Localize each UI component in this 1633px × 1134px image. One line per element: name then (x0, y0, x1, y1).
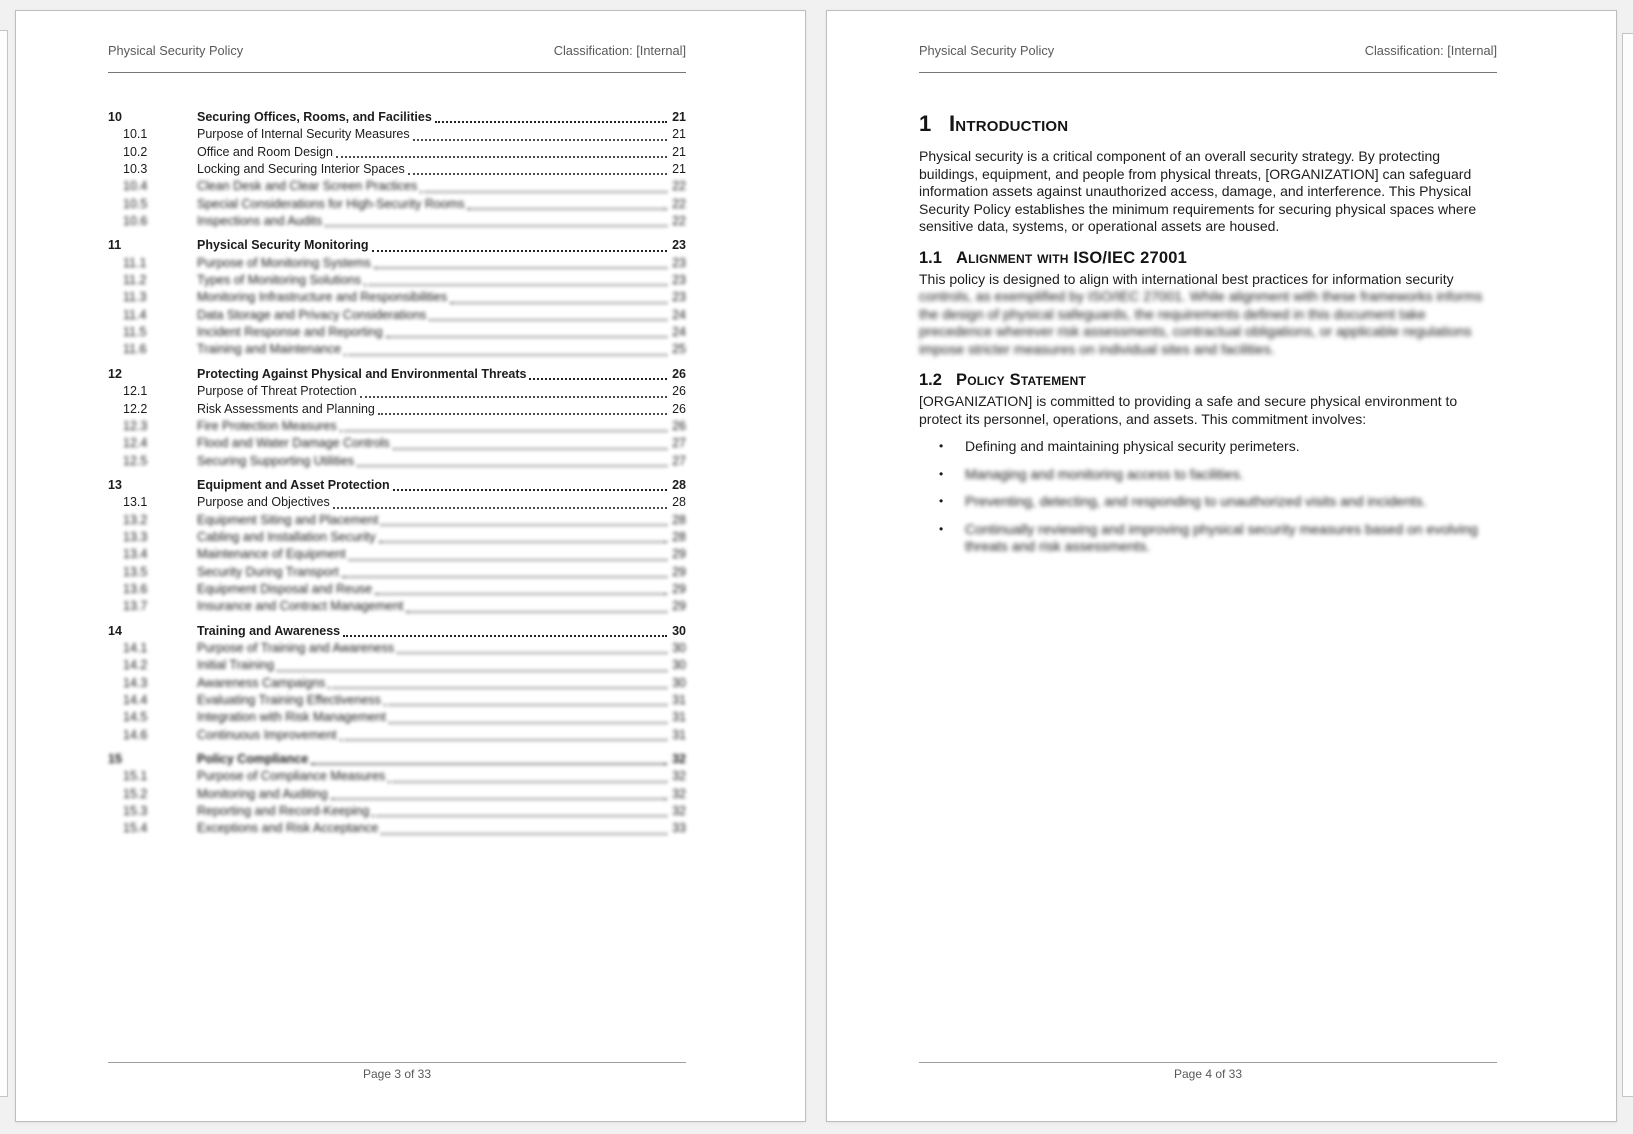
toc-entry-title: Inspections and Audits (197, 214, 323, 229)
toc-page-number: 27 (672, 436, 686, 451)
toc-section-number: 13.3 (123, 529, 148, 544)
toc-entry-title: Fire Protection Measures (197, 418, 337, 433)
toc-dotted-leader (364, 284, 667, 286)
toc-section-number: 15.2 (123, 786, 148, 801)
toc-entry-title: Awareness Campaigns (197, 675, 326, 690)
heading-1.1 (919, 249, 1497, 268)
toc-row[interactable] (108, 751, 686, 768)
toc-row[interactable] (108, 401, 686, 418)
toc-section-number: 14.5 (123, 710, 148, 725)
toc-entry-title: Purpose of Internal Security Measures (197, 127, 410, 142)
toc-row[interactable] (108, 640, 686, 657)
toc-row[interactable] (108, 196, 686, 213)
redacted-text: controls, as exemplified by ISO/IEC 27001. While alignment with these frameworks informs the design of physical safeguards, the requirements defined in this document take precedence wherever risk assessments, contractual obligations, or applicable regulations impose stricter measures on individual sites and facilities. (919, 288, 1483, 357)
toc-row[interactable] (108, 512, 686, 529)
toc-entry-title: Initial Training (197, 658, 275, 673)
header-classification: Classification: [Internal] (1364, 43, 1497, 58)
toc-dotted-leader (343, 635, 667, 637)
adjacent-page-left-edge (0, 30, 8, 1097)
toc-page-number: 26 (672, 366, 686, 381)
bullet-icon: • (939, 466, 944, 481)
toc-row[interactable] (108, 144, 686, 161)
text-runs (919, 148, 1476, 234)
toc-section-number: 14.2 (123, 658, 148, 673)
footer-divider (108, 1062, 686, 1063)
toc-row[interactable] (108, 529, 686, 546)
toc-row[interactable] (108, 581, 686, 598)
toc-page-number: 33 (672, 821, 686, 836)
toc-entry-title: Training and Maintenance (197, 342, 342, 357)
toc-section-number: 15.4 (123, 821, 148, 836)
toc-page-number: 32 (672, 769, 686, 784)
heading-text: Policy Statement (956, 371, 1087, 389)
text-run: Physical security is a critical component of an overall security strategy. By protecting buildings, equipment, and people from physical threats, [ORGANIZATION] can safeguard information assets against unauthorized access, damage, and interference. This Physical Security Policy establishes the minimum requirements for securing physical spaces where sensitive data, systems, or operational assets are housed. (919, 148, 1477, 234)
toc-row[interactable] (108, 366, 686, 383)
toc-dotted-leader (393, 448, 667, 450)
toc-entry-title: Policy Compliance (197, 752, 309, 767)
toc-page-number: 21 (672, 144, 686, 159)
toc-row[interactable] (108, 307, 686, 324)
redacted-text: Managing and monitoring access to facilities. (965, 465, 1244, 482)
toc-section-number: 11.1 (123, 255, 147, 270)
toc-section-number: 14.4 (123, 693, 148, 707)
paragraph (919, 393, 1497, 428)
footer-divider (919, 1062, 1497, 1063)
toc-row[interactable] (108, 546, 686, 563)
toc-dotted-leader (386, 336, 667, 338)
toc-section-number: 13.2 (123, 512, 148, 527)
toc-page-number: 21 (672, 127, 686, 142)
toc-row[interactable] (108, 477, 686, 494)
toc-page-number: 24 (672, 325, 686, 340)
toc-page-number: 28 (672, 477, 686, 492)
toc-dotted-leader (429, 319, 667, 321)
toc-page-number: 32 (672, 804, 686, 819)
toc-row[interactable] (108, 598, 686, 615)
toc-page-number: 29 (672, 581, 686, 596)
toc-dotted-leader (344, 354, 667, 356)
toc-entry-title: Equipment Siting and Placement (197, 512, 379, 527)
header-divider (108, 72, 686, 73)
toc-section-number: 10.3 (123, 162, 148, 177)
toc-dotted-leader (397, 652, 667, 654)
toc-dotted-leader (529, 378, 667, 380)
heading-1.2 (919, 371, 1497, 390)
toc-page-number: 26 (672, 401, 686, 416)
bullet-item (919, 521, 1497, 556)
toc-section-number: 13.5 (123, 564, 148, 579)
toc-entry-title: Monitoring and Auditing (197, 786, 328, 801)
toc-entry-title: Maintenance of Equipment (197, 547, 346, 562)
toc-row[interactable] (108, 435, 686, 452)
toc-section-number: 13 (108, 477, 122, 492)
toc-section-number: 15 (108, 752, 122, 767)
toc-dotted-leader (378, 413, 667, 415)
toc-entry-title: Purpose and Objectives (197, 495, 330, 510)
toc-row[interactable] (108, 255, 686, 272)
toc-entry-title: Purpose of Training and Awareness (197, 640, 395, 655)
toc-section-number: 13.6 (123, 581, 148, 596)
toc-page-number: 23 (672, 255, 686, 270)
toc-entry-title: Protecting Against Physical and Environmental Threats (197, 366, 527, 381)
text-runs (965, 438, 1497, 456)
toc-page-number: 27 (672, 453, 686, 468)
toc-dotted-leader (340, 739, 667, 741)
toc-page-number: 26 (672, 384, 686, 399)
toc-page-number: 30 (672, 623, 686, 638)
toc-entry-title: Continuous Improvement (197, 727, 337, 742)
heading-text: Introduction (949, 111, 1069, 136)
text-runs (919, 271, 1497, 359)
toc-entry-title: Incident Response and Reporting (197, 325, 383, 340)
toc-entry-title: Clean Desk and Clear Screen Practices (197, 179, 418, 194)
toc-dotted-leader (372, 250, 667, 252)
toc-section-number: 10.2 (123, 144, 148, 159)
toc-entry-title: Security During Transport (197, 564, 339, 579)
heading-text: Alignment with ISO/IEC 27001 (956, 248, 1187, 267)
toc-page-number: 31 (672, 693, 686, 707)
toc-entry-title: Locking and Securing Interior Spaces (197, 162, 405, 177)
toc-section-number: 12.3 (123, 418, 148, 433)
toc-dotted-leader (328, 687, 667, 689)
toc-dotted-leader (374, 267, 667, 269)
header-doc-title: Physical Security Policy (108, 43, 244, 58)
toc-section-number: 11 (108, 238, 122, 253)
toc-row[interactable] (108, 623, 686, 640)
toc-dotted-leader (331, 798, 667, 800)
paragraph (919, 271, 1497, 359)
page-3 (15, 10, 806, 1122)
toc-section-number: 12.1 (123, 384, 148, 399)
toc-page-number: 22 (672, 196, 686, 211)
toc-dotted-leader (311, 763, 667, 765)
text-run: Defining and maintaining physical security perimeters. (965, 438, 1300, 454)
toc-row[interactable] (108, 324, 686, 341)
toc-page-number: 28 (672, 495, 686, 510)
toc-section-number: 14.3 (123, 675, 148, 690)
toc-entry-title: Equipment Disposal and Reuse (197, 581, 373, 596)
toc-dotted-leader (406, 611, 667, 613)
document-body[interactable] (919, 109, 1497, 566)
toc-dotted-leader (357, 465, 667, 467)
toc-entry-title: Reporting and Record-Keeping (197, 804, 370, 819)
toc-dotted-leader (379, 541, 667, 543)
toc-dotted-leader (342, 576, 667, 578)
toc-section-number: 12.2 (123, 401, 148, 416)
toc-dotted-leader (375, 593, 667, 595)
bullet-icon: • (939, 494, 944, 508)
toc-section-number: 12.4 (123, 436, 148, 451)
toc-page-number: 21 (672, 162, 686, 177)
page-number-footer: Page 3 of 33 (362, 1067, 432, 1081)
toc-entry-title: Types of Monitoring Solutions (197, 273, 361, 288)
toc-dotted-leader (333, 507, 667, 509)
toc-page-number: 23 (672, 238, 686, 253)
toc-row[interactable] (108, 213, 686, 230)
toc-row[interactable] (108, 709, 686, 726)
toc-section-number: 11.3 (123, 290, 147, 305)
toc-dotted-leader (381, 833, 667, 835)
toc-entry-title: Securing Offices, Rooms, and Facilities (197, 110, 432, 124)
toc-entry-title: Special Considerations for High-Security Rooms (197, 196, 465, 211)
toc-entry-title: Physical Security Monitoring (197, 238, 369, 253)
header-doc-title: Physical Security Policy (919, 43, 1055, 58)
page-header (919, 43, 1497, 58)
toc-row[interactable] (108, 786, 686, 803)
toc-row[interactable] (108, 109, 686, 126)
toc-row[interactable] (108, 657, 686, 674)
toc-page-number: 31 (672, 727, 686, 742)
text-runs (965, 521, 1497, 556)
toc-entry-title: Data Storage and Privacy Considerations (197, 307, 427, 322)
bullet-item (919, 438, 1497, 456)
toc-row[interactable] (108, 692, 686, 709)
heading-number: 1 (919, 111, 932, 136)
heading-number: 1.2 (919, 371, 942, 389)
toc-section-number: 10 (108, 110, 122, 124)
toc-section-number: 14.6 (123, 727, 148, 742)
toc-section-number: 12 (108, 366, 122, 381)
toc-page-number: 28 (672, 529, 686, 544)
text-run: [ORGANIZATION] is committed to providing a safe and secure physical environment to protect its personnel, operations, and assets. This commitment involves: (919, 393, 1458, 427)
toc-row[interactable] (108, 494, 686, 511)
toc-section-number: 10.1 (123, 127, 148, 142)
toc-entry-title: Purpose of Threat Protection (197, 384, 357, 399)
toc-row[interactable] (108, 383, 686, 400)
bullet-item (919, 466, 1497, 484)
toc-page-number: 31 (672, 710, 686, 725)
toc-section-number: 14 (108, 623, 122, 638)
text-runs (965, 466, 1497, 484)
toc-section-number: 10.6 (123, 214, 148, 229)
toc-entry-title: Securing Supporting Utilities (197, 453, 355, 468)
toc-row[interactable] (108, 161, 686, 178)
toc-page-number: 21 (672, 110, 686, 124)
toc-entry-title: Flood and Water Damage Controls (197, 436, 390, 451)
toc-dotted-leader (435, 121, 667, 123)
toc-entry-title: Purpose of Compliance Measures (197, 769, 386, 784)
toc-entry-title: Evaluating Training Effectiveness (197, 693, 381, 707)
toc-page-number: 29 (672, 599, 686, 614)
toc-row[interactable] (108, 820, 686, 837)
toc-row[interactable] (108, 178, 686, 195)
text-run: This policy is designed to align with international best practices for information security (919, 270, 1454, 287)
toc-page-number: 23 (672, 290, 686, 305)
toc-section-number: 15.1 (123, 769, 148, 784)
toc-row[interactable] (108, 237, 686, 254)
toc-dotted-leader (388, 781, 667, 783)
toc-row[interactable] (108, 727, 686, 744)
toc-entry-title: Training and Awareness (197, 623, 341, 638)
heading-1 (919, 111, 1497, 137)
toc-section-number: 10.5 (123, 196, 148, 211)
toc-page-number: 32 (672, 752, 686, 767)
toc-dotted-leader (389, 722, 667, 724)
toc-section-number: 14.1 (123, 640, 148, 655)
toc-row[interactable] (108, 803, 686, 820)
toc-dotted-leader (349, 559, 667, 561)
toc-section-number: 10.4 (123, 179, 148, 194)
toc-dotted-leader (393, 489, 667, 491)
toc-dotted-leader (325, 225, 667, 227)
toc-page-number: 23 (672, 273, 686, 288)
toc-page-number: 29 (672, 564, 686, 579)
table-of-contents (108, 109, 686, 838)
toc-page-number: 26 (672, 418, 686, 433)
toc-entry-title: Monitoring Infrastructure and Responsibilities (197, 290, 448, 305)
toc-section-number: 11.5 (123, 325, 147, 340)
toc-page-number: 24 (672, 307, 686, 322)
toc-entry-title: Cabling and Installation Security (197, 529, 376, 544)
toc-page-number: 29 (672, 547, 686, 562)
toc-entry-title: Exceptions and Risk Acceptance (197, 821, 379, 836)
bullet-icon: • (939, 521, 944, 536)
toc-page-number: 30 (672, 658, 686, 673)
toc-page-number: 22 (672, 179, 686, 194)
heading-number: 1.1 (919, 248, 942, 267)
text-runs (919, 393, 1457, 427)
toc-row[interactable] (108, 341, 686, 358)
toc-page-number: 28 (672, 512, 686, 527)
page-number-footer: Page 4 of 33 (1173, 1067, 1243, 1081)
toc-row[interactable] (108, 768, 686, 785)
toc-section-number: 11.4 (123, 307, 147, 322)
toc-entry-title: Integration with Risk Management (197, 710, 386, 725)
toc-entry-title: Office and Room Design (197, 144, 333, 159)
toc-dotted-leader (413, 139, 667, 141)
toc-dotted-leader (336, 156, 667, 158)
toc-row[interactable] (108, 418, 686, 435)
toc-section-number: 11.6 (123, 342, 147, 357)
toc-dotted-leader (381, 524, 667, 526)
toc-dotted-leader (450, 302, 667, 304)
toc-dotted-leader (467, 208, 667, 210)
toc-entry-title: Risk Assessments and Planning (197, 401, 375, 416)
toc-entry-title: Insurance and Contract Management (197, 599, 404, 614)
toc-dotted-leader (360, 396, 667, 398)
header-divider (919, 72, 1497, 73)
redacted-text: Preventing, detecting, and responding to unauthorized visits and incidents. (965, 493, 1427, 509)
toc-entry-title: Equipment and Asset Protection (197, 477, 390, 492)
toc-row[interactable] (108, 675, 686, 692)
toc-section-number: 11.2 (123, 273, 147, 288)
toc-dotted-leader (277, 670, 667, 672)
redacted-text: Continually reviewing and improving physical security measures based on evolving threats and risk assessments. (965, 520, 1478, 554)
toc-section-number: 13.1 (123, 495, 148, 510)
toc-row[interactable] (108, 272, 686, 289)
toc-dotted-leader (372, 815, 667, 817)
bullet-icon: • (939, 439, 944, 453)
toc-dotted-leader (420, 191, 667, 193)
text-runs (965, 493, 1497, 511)
toc-page-number: 25 (672, 342, 686, 357)
toc-page-number: 22 (672, 214, 686, 229)
page-4 (826, 10, 1617, 1122)
toc-dotted-leader (384, 704, 667, 706)
toc-section-number: 15.3 (123, 804, 148, 819)
toc-row[interactable] (108, 453, 686, 470)
toc-row[interactable] (108, 564, 686, 581)
paragraph (919, 148, 1497, 236)
toc-dotted-leader (408, 173, 667, 175)
adjacent-page-right-edge (1622, 33, 1633, 1097)
page-header (108, 43, 686, 58)
header-classification: Classification: [Internal] (553, 43, 686, 58)
toc-row[interactable] (108, 289, 686, 306)
toc-section-number: 13.4 (123, 547, 148, 562)
toc-page-number: 30 (672, 640, 686, 655)
toc-dotted-leader (340, 430, 667, 432)
toc-section-number: 12.5 (123, 453, 148, 468)
toc-page-number: 32 (672, 786, 686, 801)
toc-entry-title: Purpose of Monitoring Systems (197, 255, 371, 270)
toc-page-number: 30 (672, 675, 686, 690)
bullet-item (919, 493, 1497, 511)
toc-section-number: 13.7 (123, 599, 148, 614)
toc-row[interactable] (108, 126, 686, 143)
